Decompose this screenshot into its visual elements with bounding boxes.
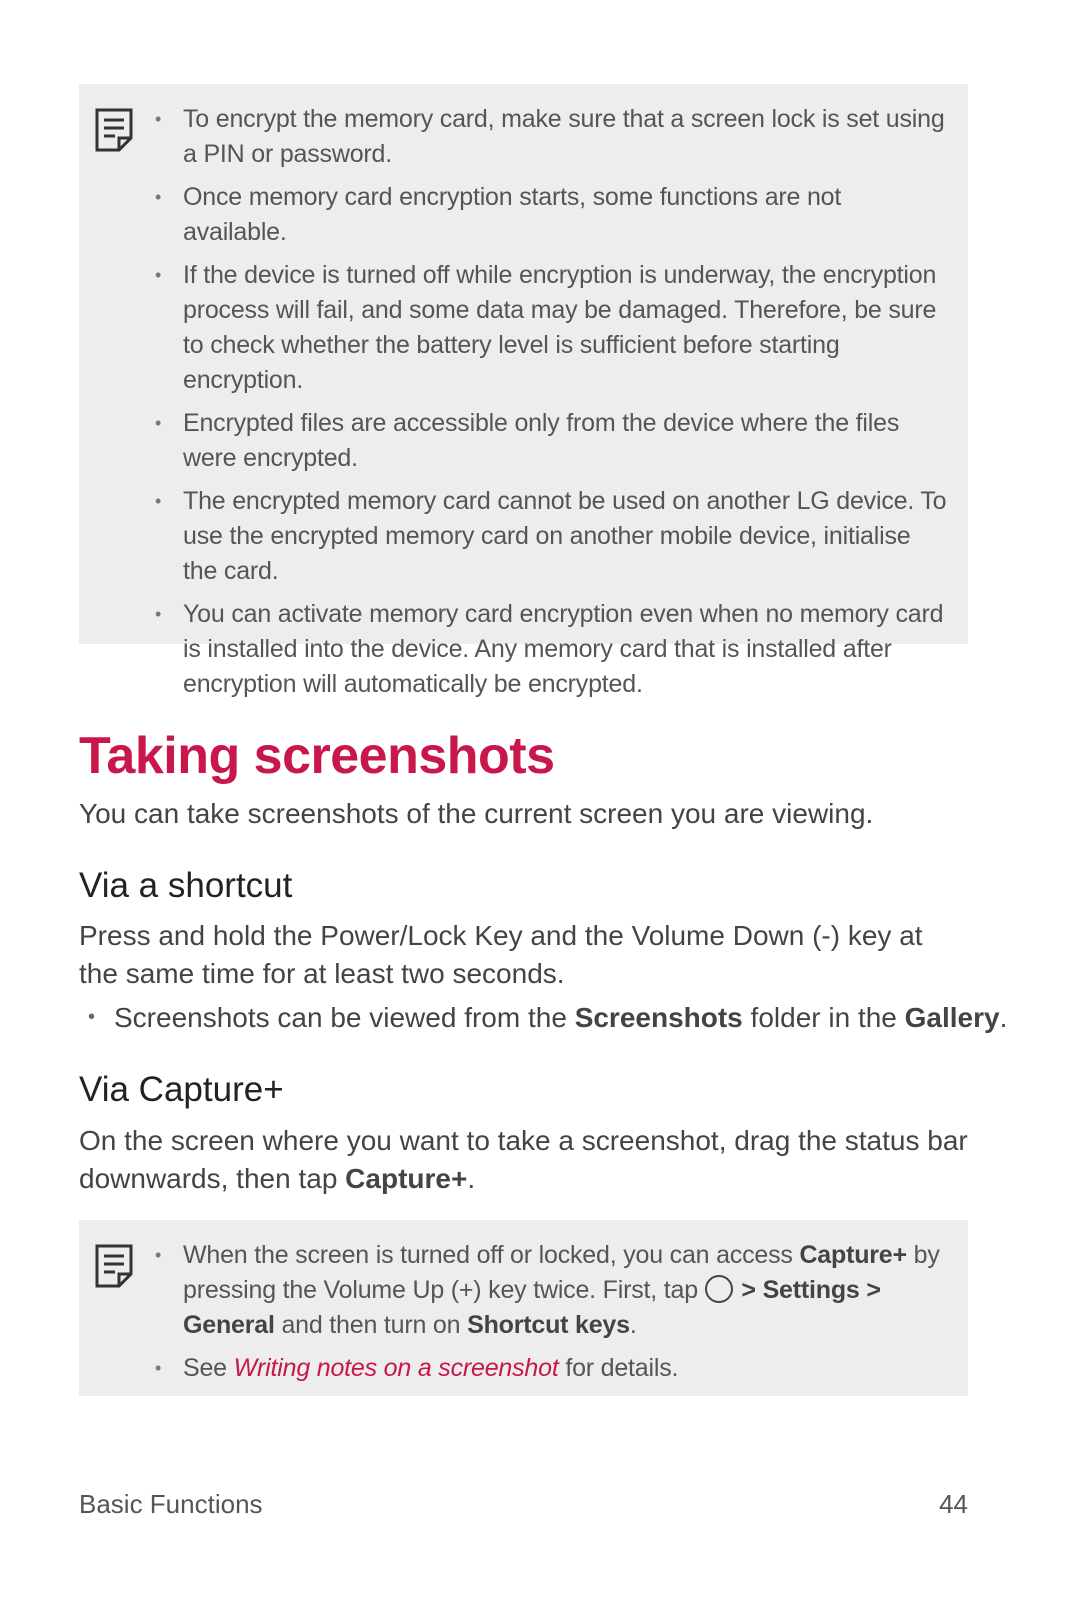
list-item: • Once memory card encryption starts, some functions are not available. (183, 180, 950, 250)
general-label: General (183, 1311, 275, 1339)
heading-via-shortcut: Via a shortcut (79, 866, 293, 905)
screenshots-folder-label: Screenshots (574, 1002, 743, 1033)
note-icon (95, 108, 133, 152)
list-item: • Encrypted files are accessible only from the device where the files were encrypted. (183, 406, 950, 476)
list-item: • To encrypt the memory card, make sure that a screen lock is set using a PIN or password. (183, 102, 950, 172)
home-circle-icon (705, 1275, 733, 1303)
list-item: • See Writing notes on a screenshot for details. (183, 1351, 950, 1386)
shortcut-keys-label: Shortcut keys (467, 1311, 630, 1339)
note-list (183, 1238, 950, 1394)
heading-via-capture: Via Capture+ (79, 1070, 284, 1109)
list-item: • You can activate memory card encryption even when no memory card is installed into the device. Any memory card that is installed after encryption will automatically be encrypted. (183, 597, 950, 702)
list-item: • If the device is turned off while encryption is underway, the encryption process will fail, and some data may be damaged. Therefore, be sure to check whether the battery level is sufficient before starting encryption. (183, 258, 950, 398)
section-intro: You can take screenshots of the current screen you are viewing. (79, 798, 874, 829)
note-box-capture (79, 1220, 968, 1396)
capture-instructions: On the screen where you want to take a screenshot, drag the status bar downwards, then tap Capture+. (79, 1125, 968, 1194)
page-number: 44 (939, 1489, 968, 1519)
note-box-encryption (79, 84, 968, 698)
list-item: • When the screen is turned off or locked, you can access Capture+ by pressing the Volume Up (+) key twice. First, tap > Settings > General and then turn on Shortcut keys. (183, 1238, 950, 1343)
note-icon (95, 1244, 133, 1288)
writing-notes-link[interactable]: Writing notes on a screenshot (233, 1354, 559, 1382)
note-list (183, 102, 950, 710)
settings-label: Settings (762, 1276, 860, 1304)
shortcut-bullet: • Screenshots can be viewed from the Screenshots folder in the Gallery. (114, 1002, 1007, 1034)
page-title: Taking screenshots (79, 727, 555, 785)
gallery-label: Gallery (904, 1002, 1000, 1033)
shortcut-instructions: Press and hold the Power/Lock Key and the Volume Down (-) key at the same time for at least two seconds. (79, 920, 923, 989)
list-item: • The encrypted memory card cannot be used on another LG device. To use the encrypted memory card on another mobile device, initialise the card. (183, 484, 950, 589)
capture-plus-label: Capture+ (345, 1163, 468, 1194)
footer-section-name: Basic Functions (79, 1489, 263, 1519)
